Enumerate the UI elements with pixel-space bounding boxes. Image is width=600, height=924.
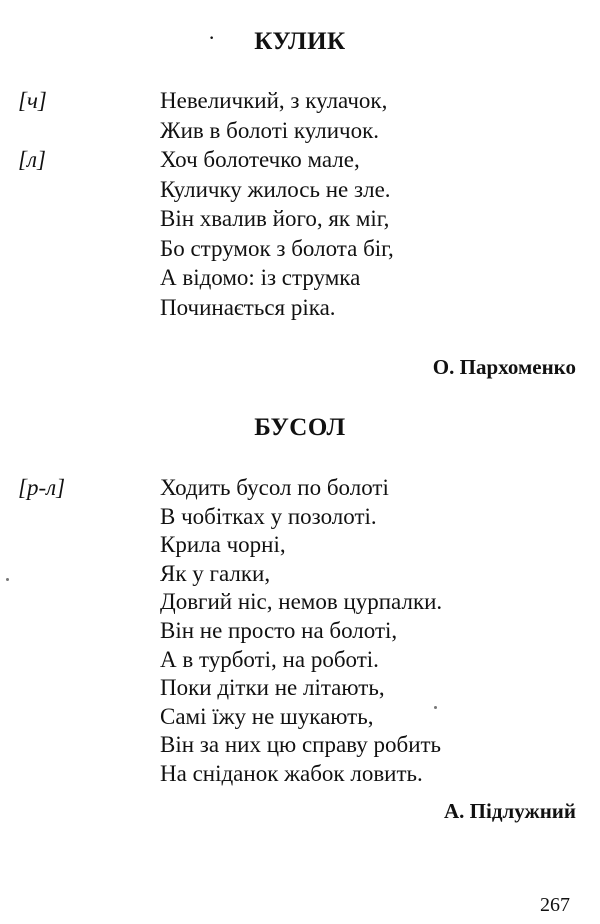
author-parkhomenko: О. Пархоменко [432, 355, 576, 379]
poem-line: А відомо: із струмка [160, 265, 361, 290]
poem-line: Бо струмок з болота біг, [160, 235, 394, 261]
poem-line: Ходить бусол по болоті [160, 475, 389, 500]
poem-line: Довгий ніс, немов цурпалки. [160, 589, 443, 615]
poem-title-kulyk: КУЛИК [254, 28, 346, 55]
stray-dot: · [209, 30, 215, 47]
poem-line: Куличку жилось не зле. [160, 176, 391, 202]
poem-line: Хоч болотечко мале, [160, 147, 360, 172]
poem-line: Крила чорні, [160, 532, 286, 558]
sound-mark-r-l: [р-л] [18, 475, 66, 500]
poem-line: Жив в болоті куличок. [160, 117, 380, 143]
poem-line: На сніданок жабок ловить. [160, 760, 423, 786]
poem-body-kulyk [160, 86, 394, 322]
scan-speck [434, 706, 437, 709]
poem-line: Поки дітки не літають, [160, 675, 385, 701]
poem-line: Самі їжу не шукають, [160, 703, 374, 729]
poem-line: Як у галки, [160, 560, 271, 586]
poem-line: В чобітках у позолоті. [160, 503, 377, 529]
sound-mark-l: [л] [18, 147, 46, 172]
poem-line: А в турботі, на роботі. [160, 646, 379, 672]
poem-title-busol: БУСОЛ [254, 414, 346, 441]
poem-line: Він за них цю справу робить [160, 732, 442, 758]
author-pidluzhnyi: А. Підлужний [444, 799, 576, 823]
page-number: 267 [540, 894, 570, 916]
poem-body-busol [160, 474, 442, 789]
sound-mark-ch: [ч] [18, 88, 47, 113]
scan-speck [6, 578, 9, 581]
poem-line: Невеличкий, з кулачок, [160, 88, 388, 113]
poem-line: Починається ріка. [160, 294, 336, 320]
poem-line: Він не просто на болоті, [160, 617, 398, 643]
poem-line: Він хвалив його, як міг, [160, 206, 390, 231]
